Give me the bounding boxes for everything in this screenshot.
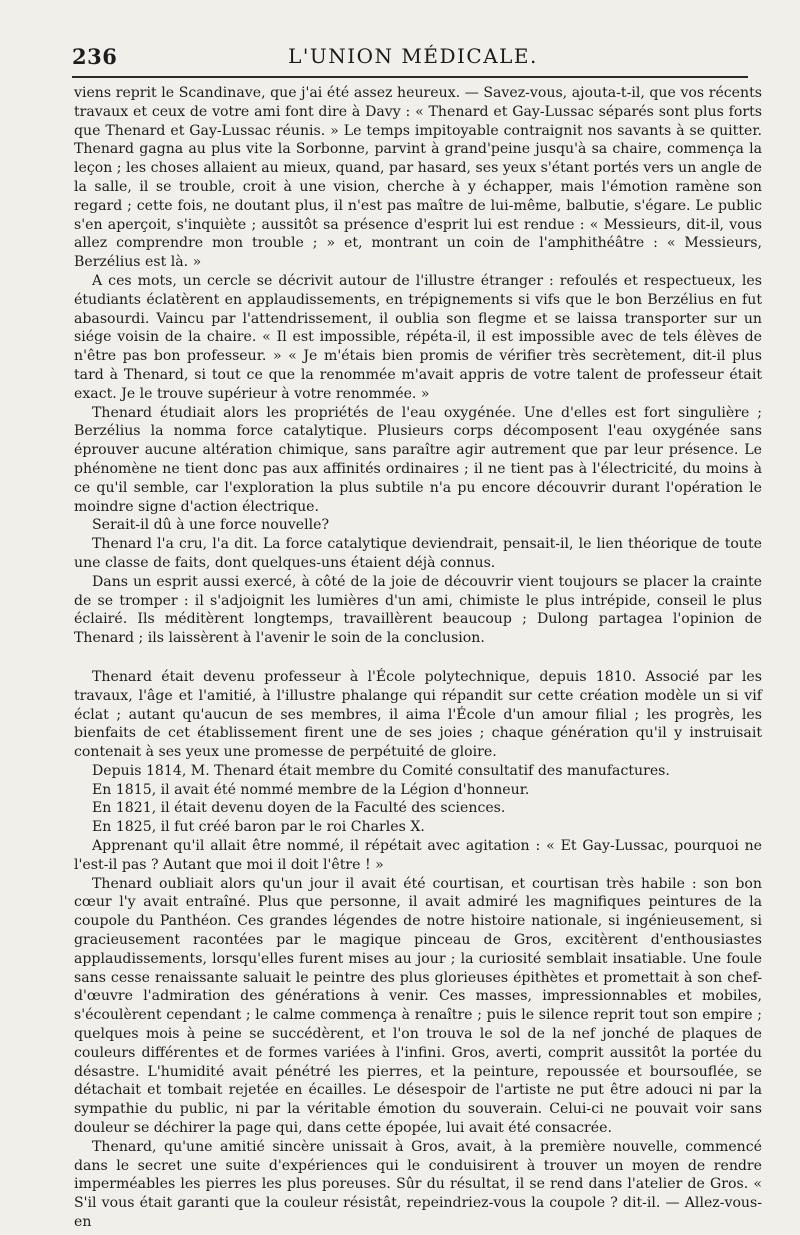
paragraph: Depuis 1814, M. Thenard était membre du Comité consultatif des manufactures. — [92, 762, 670, 779]
section-break — [74, 648, 762, 668]
paragraph: En 1821, il était devenu doyen de la Faculté des sciences. — [92, 800, 506, 817]
paragraph: Apprenant qu'il allait être nommé, il répétait avec agitation : « Et Gay-Lussac, pourquoi ne l'est-il pas ? Autant que moi il doit l'être ! » — [74, 838, 762, 873]
paragraph: Dans un esprit aussi exercé, à côté de la joie de découvrir vient toujours se placer la crainte de se tromper : il s'adjoignit les lumières d'un ami, chimiste le plus intrépide, conseil le plus éclairé. Ils méditèrent longtemps, travaillèrent beaucoup ; Dulong partagea l'opinion de Thenard ; ils laissèrent à l'avenir le soin de la conclusion. — [74, 573, 762, 647]
paragraph: Serait-il dû à une force nouvelle? — [92, 517, 330, 534]
paragraph: Thenard l'a cru, l'a dit. La force catalytique deviendrait, pensait-il, le lien théorique de toute une classe de faits, dont quelques-uns étaient déjà connus. — [74, 536, 762, 571]
paragraph: En 1815, il avait été nommé membre de la Légion d'honneur. — [92, 781, 530, 798]
paragraph: Thenard étudiait alors les propriétés de l'eau oxygénée. Une d'elles est fort singulière ; Berzélius la nomma force catalytique. Plusieurs corps décomposent l'eau oxygénée sans éprouver aucune altération chimique, sans paraître agir autrement que par leur présence. Le phénomène ne tient donc pas aux affinités ordinaires ; il ne tient pas à l'électricité, du moins à ce qu'il semble, car l'exploration la plus subtile n'a pu encore découvrir durant l'opération le moindre signe d'action électrique. — [74, 404, 762, 515]
paragraph: A ces mots, un cercle se décrivit autour de l'illustre étranger : refoulés et respectueux, les étudiants éclatèrent en applaudissements, en trépignements si vifs que le bon Berzélius en fut abasourdi. Vaincu par l'attendrissement, il oublia son flegme et se laissa transporter sur un siége voisin de la chaire. « Il est impossible, répéta-il, il est impossible avec de tels élèves de n'être pas bon professeur. » « Je m'étais bien promis de vérifier très secrètement, dit-il plus tard à Thenard, si tout ce que la renommée m'avait appris de votre talent de professeur était exact. Je le trouve supérieur à votre renommée. » — [74, 272, 762, 402]
running-head: L'UNION MÉDICALE. — [288, 44, 538, 68]
page-number: 236 — [72, 44, 118, 69]
paragraph: Thenard, qu'une amitié sincère unissait à Gros, avait, à la première nouvelle, commencé dans le secret une suite d'expériences qui le conduisirent à trouver un moyen de rendre imperméables les pierres les plus poreuses. Sûr du résultat, il se rend dans l'atelier de Gros. « S'il vous était garanti que la couleur résistât, repeindriez-vous la coupole ? dit-il. — Allez-vous-en — [74, 1138, 762, 1231]
paragraph: Thenard oubliait alors qu'un jour il avait été courtisan, et courtisan très habile : son bon cœur l'y avait entraîné. Plus que personne, il avait admiré les magnifiques peintures de la coupole du Panthéon. Ces grandes légendes de notre histoire nationale, si ingénieusement, si gracieusement racontées par le magique pinceau de Gros, excitèrent d'enthousiastes applaudissements, lorsqu'elles furent mises au jour ; la curiosité semblait insatiable. Une foule sans cesse renaissante saluait le peintre des plus glorieuses épithètes et promettait à son chef-d'œuvre l'admiration des générations à venir. Ces masses, impressionnables et mobiles, s'écoulèrent cependant ; le calme commença à renaître ; puis le silence reprit tout son empire ; quelques mois à peine se succédèrent, et l'on trouva le sol de la nef jonché de plaques de couleurs différentes et de formes variées à l'infini. Gros, averti, comprit aussitôt la portée du désastre. L'humidité avait pénétré les pierres, et la peinture, repoussée et boursouflée, se détachait et tombait rejetée en écailles. Le désespoir de l'artiste ne put être adouci ni par la sympathie du public, ni par la véritable émotion du souverain. Celui-ci ne pouvait voir sans douleur se déchirer la page qui, dans cette épopée, lui avait été consacrée. — [74, 875, 762, 1137]
paragraph: En 1825, il fut créé baron par le roi Charles X. — [92, 819, 425, 836]
page-header — [72, 38, 754, 72]
paragraph: Thenard était devenu professeur à l'École polytechnique, depuis 1810. Associé par les travaux, l'âge et l'amitié, à l'illustre phalange qui répandit sur cette création modèle un si vif éclat ; autant qu'aucun de ses membres, il aima l'École d'un amour filial ; les progrès, les bienfaits de cet établissement firent une de ses joies ; chaque génération qu'il y instruisait contenait à ses yeux une promesse de perpétuité de gloire. — [74, 668, 762, 761]
body-text — [74, 84, 762, 1232]
header-rule — [72, 76, 748, 78]
paragraph: viens reprit le Scandinave, que j'ai été assez heureux. — Savez-vous, ajouta-t-il, que vos récents travaux et ceux de votre ami font dire à Davy : « Thenard et Gay-Lussac séparés sont plus forts que Thenard et Gay-Lussac réunis. » Le temps impitoyable contraignit nos savants à se quitter. Thenard gagna au plus vite la Sorbonne, parvint à grand'peine jusqu'à sa chaire, commença la leçon ; les choses allaient au mieux, quand, par hasard, ses yeux s'étant portés vers un angle de la salle, il se trouble, croit à une vision, cherche à y échapper, mais l'émotion ramène son regard ; cette fois, ne doutant plus, il n'est pas maître de lui-même, balbutie, s'égare. Le public s'en aperçoit, s'inquiète ; aussitôt sa présence d'esprit lui est rendue : « Messieurs, dit-il, vous allez comprendre mon trouble ; » et, montrant un coin de l'amphithéâtre : « Messieurs, Berzélius est là. » — [74, 85, 762, 271]
